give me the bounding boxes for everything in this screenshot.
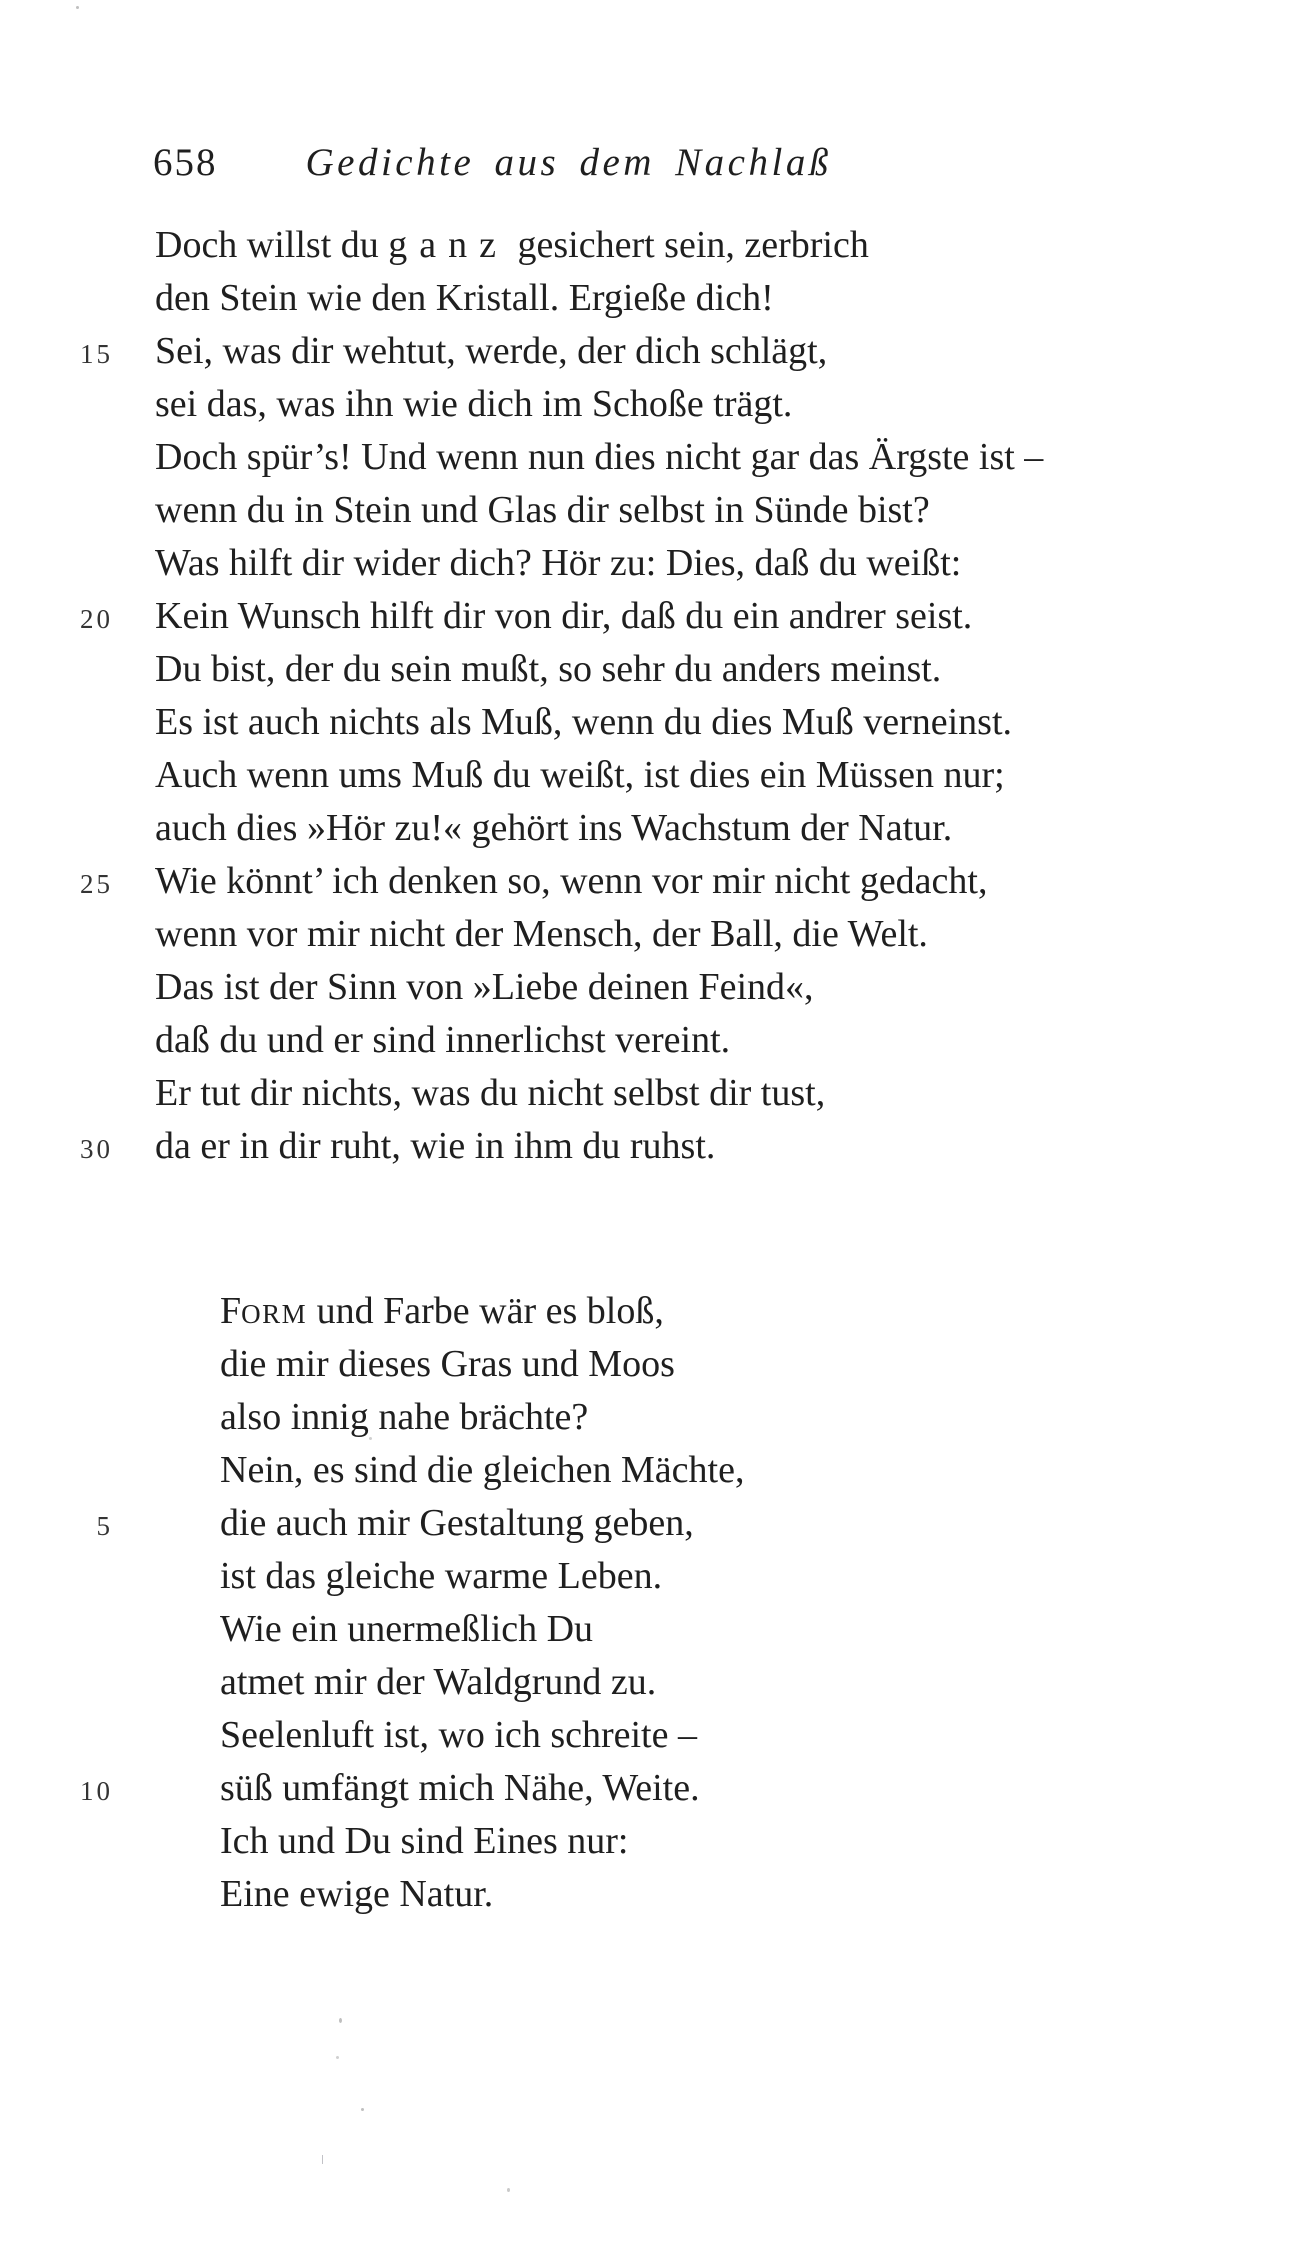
- poem-line: [0, 1603, 1294, 1656]
- line-number: 30: [80, 1134, 113, 1164]
- line-text-smallcaps: orm: [241, 1290, 308, 1332]
- running-head: [153, 0, 1294, 189]
- line-text: [155, 484, 930, 537]
- line-text: [155, 696, 1012, 749]
- line-text: [155, 325, 827, 378]
- line-text: [155, 1067, 825, 1120]
- line-text: [220, 1497, 694, 1550]
- line-text-segment: Das ist der Sinn von »Liebe deinen Feind«,: [155, 966, 814, 1008]
- line-text-segment: auch dies »Hör zu!« gehört ins Wachstum der Natur.: [155, 807, 953, 849]
- poem-line: [0, 272, 1294, 325]
- scan-speck: [336, 2056, 339, 2059]
- line-number: 15: [80, 339, 113, 369]
- line-text: [155, 219, 869, 272]
- poem-line: [0, 802, 1294, 855]
- poem-line: [0, 1444, 1294, 1497]
- line-text-segment: Doch spür’s! Und wenn nun dies nicht gar das Ärgste ist –: [155, 436, 1044, 478]
- line-text: [155, 908, 928, 961]
- poem-line: [0, 1285, 1294, 1338]
- poem-line: [0, 1868, 1294, 1921]
- poem-line: [0, 219, 1294, 272]
- line-text: [155, 272, 774, 325]
- line-text-segment: da er in dir ruht, wie in ihm du ruhst.: [155, 1125, 716, 1167]
- line-text: [155, 378, 792, 431]
- line-text: [220, 1762, 700, 1815]
- line-text-segment: Wie ein unermeßlich Du: [220, 1608, 594, 1650]
- line-text: [220, 1815, 628, 1868]
- page-number: 658: [153, 141, 218, 184]
- poem-line: [0, 1762, 1294, 1815]
- line-text-segment: die mir dieses Gras und Moos: [220, 1343, 675, 1385]
- line-text-segment: wenn du in Stein und Glas dir selbst in Sünde bist?: [155, 489, 930, 531]
- line-text-segment: Auch wenn ums Muß du weißt, ist dies ein Müssen nur;: [155, 754, 1005, 796]
- poem-line: [0, 1120, 1294, 1173]
- poem-line: [0, 855, 1294, 908]
- poem-line: [0, 696, 1294, 749]
- poem-line: [0, 537, 1294, 590]
- line-text-segment: Nein, es sind die gleichen Mächte,: [220, 1449, 745, 1491]
- line-text-segment: Kein Wunsch hilft dir von dir, daß du ein andrer seist.: [155, 595, 973, 637]
- poem-line: [0, 325, 1294, 378]
- line-text-segment: F: [220, 1290, 242, 1332]
- line-number: 5: [96, 1511, 113, 1541]
- line-text-segment: Er tut dir nichts, was du nicht selbst dir tust,: [155, 1072, 826, 1114]
- line-text-segment: daß du und er sind innerlichst vereint.: [155, 1019, 731, 1061]
- line-text: [220, 1656, 656, 1709]
- line-text-segment: Was hilft dir wider dich? Hör zu: Dies, daß du weißt:: [155, 542, 962, 584]
- line-text: [220, 1338, 675, 1391]
- poem-line: [0, 749, 1294, 802]
- line-text-segment: Es ist auch nichts als Muß, wenn du dies Muß verneinst.: [155, 701, 1013, 743]
- line-text-segment: Sei, was dir wehtut, werde, der dich schlägt,: [155, 330, 828, 372]
- line-text-segment: und Farbe wär es bloß,: [307, 1290, 664, 1332]
- line-text: [220, 1444, 744, 1497]
- line-text: [155, 961, 814, 1014]
- line-text-segment: atmet mir der Waldgrund zu.: [220, 1661, 657, 1703]
- poem-line: [0, 1709, 1294, 1762]
- line-text: [220, 1550, 662, 1603]
- poem-line: [0, 1391, 1294, 1444]
- scan-speck: [76, 6, 79, 9]
- running-title: Gedichte aus dem Nachlaß: [305, 141, 832, 184]
- scan-speck: [361, 2108, 364, 2111]
- line-text: [155, 1014, 730, 1067]
- poem-line: [0, 1656, 1294, 1709]
- poem-line: [0, 431, 1294, 484]
- line-text-segment: gesichert sein, zerbrich: [508, 224, 869, 266]
- poem-line: [0, 484, 1294, 537]
- line-text: [155, 643, 941, 696]
- poem-form-und-farbe: [0, 1285, 1294, 1921]
- poem-line: [0, 1815, 1294, 1868]
- line-text-segment: die auch mir Gestaltung geben,: [220, 1502, 694, 1544]
- line-text-segment: ist das gleiche warme Leben.: [220, 1555, 663, 1597]
- line-text: [155, 1120, 715, 1173]
- line-text-letterspaced: ganz: [388, 224, 509, 266]
- line-text: [220, 1285, 664, 1338]
- poem-line: [0, 1497, 1294, 1550]
- line-text-segment: Doch willst du: [155, 224, 389, 266]
- line-text-segment: Wie könnt’ ich denken so, wenn vor mir nicht gedacht,: [155, 860, 988, 902]
- scan-speck: [507, 2188, 510, 2192]
- line-text: [220, 1868, 493, 1921]
- line-text-segment: sei das, was ihn wie dich im Schoße trägt.: [155, 383, 793, 425]
- poem-line: [0, 908, 1294, 961]
- line-text: [155, 431, 1043, 484]
- line-number: 20: [80, 604, 113, 634]
- line-text: [220, 1603, 593, 1656]
- poem-line: [0, 378, 1294, 431]
- line-text-segment: Seelenluft ist, wo ich schreite –: [220, 1714, 697, 1756]
- poem-continuation: [0, 219, 1294, 1173]
- line-text: [155, 802, 952, 855]
- poem-line: [0, 1014, 1294, 1067]
- line-number: 25: [80, 869, 113, 899]
- poem-line: [0, 1338, 1294, 1391]
- line-text: [155, 590, 972, 643]
- scan-speck: [339, 2018, 342, 2023]
- line-text: [220, 1391, 588, 1444]
- poem-line: [0, 643, 1294, 696]
- line-text-segment: Ich und Du sind Eines nur:: [220, 1820, 629, 1862]
- line-text: [155, 749, 1005, 802]
- scan-speck: [369, 1437, 372, 1440]
- scan-speck: [322, 2155, 323, 2164]
- line-number: 10: [80, 1776, 113, 1806]
- line-text-segment: also innig nahe brächte?: [220, 1396, 589, 1438]
- line-text: [155, 537, 961, 590]
- line-text-segment: wenn vor mir nicht der Mensch, der Ball, die Welt.: [155, 913, 928, 955]
- line-text-segment: den Stein wie den Kristall. Ergieße dich!: [155, 277, 774, 319]
- poem-line: [0, 1067, 1294, 1120]
- poem-line: [0, 590, 1294, 643]
- line-text-segment: Du bist, der du sein mußt, so sehr du anders meinst.: [155, 648, 942, 690]
- line-text: [155, 855, 987, 908]
- line-text: [220, 1709, 697, 1762]
- line-text-segment: süß umfängt mich Nähe, Weite.: [220, 1767, 700, 1809]
- poem-line: [0, 961, 1294, 1014]
- line-text-segment: Eine ewige Natur.: [220, 1873, 494, 1915]
- poem-line: [0, 1550, 1294, 1603]
